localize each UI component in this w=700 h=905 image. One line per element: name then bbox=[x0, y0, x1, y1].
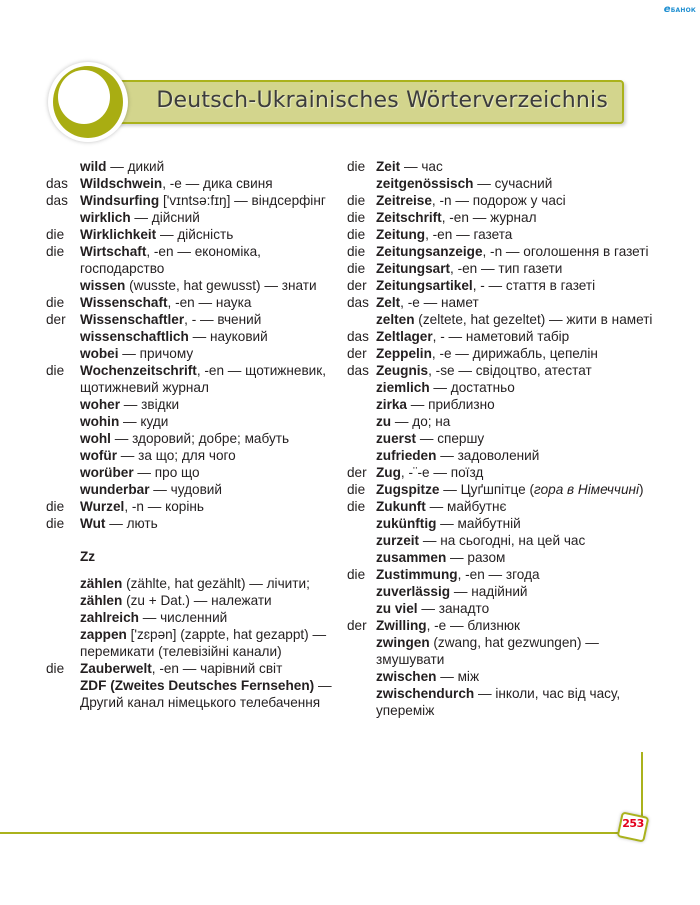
entry-headword: ziemlich bbox=[376, 380, 430, 395]
entry-body bbox=[347, 498, 657, 515]
dictionary-entry bbox=[46, 328, 336, 345]
entry-translation: — між bbox=[436, 669, 480, 684]
logo-text: БАНОК bbox=[670, 7, 696, 14]
entry-body bbox=[347, 430, 657, 447]
entry-body bbox=[347, 668, 657, 685]
dictionary-entry bbox=[347, 311, 657, 328]
entry-translation: — про що bbox=[133, 465, 200, 480]
dictionary-entry bbox=[347, 260, 657, 277]
entry-body bbox=[347, 413, 657, 430]
entry-translation: , -e — намет bbox=[400, 295, 479, 310]
entry-body bbox=[347, 277, 657, 294]
entry-translation: , -e — близнюк bbox=[426, 618, 520, 633]
entry-body bbox=[347, 260, 657, 277]
dictionary-entry bbox=[347, 413, 657, 430]
dictionary-entry bbox=[46, 677, 336, 711]
dictionary-entry bbox=[347, 498, 657, 515]
entry-headword: zwischendurch bbox=[376, 686, 475, 701]
dictionary-entry bbox=[46, 277, 336, 294]
dictionary-entry bbox=[347, 379, 657, 396]
entry-headword: Zukunft bbox=[376, 499, 426, 514]
entry-headword: zu viel bbox=[376, 601, 418, 616]
entry-translation: — занадто bbox=[417, 601, 490, 616]
entry-body bbox=[347, 243, 657, 260]
dictionary-entry bbox=[46, 311, 336, 328]
entry-body bbox=[46, 515, 336, 532]
entry-body bbox=[46, 413, 336, 430]
dictionary-entry bbox=[347, 447, 657, 464]
dictionary-entry bbox=[46, 396, 336, 413]
dictionary-entry bbox=[46, 192, 336, 209]
entry-headword: Wochenzeitschrift bbox=[80, 363, 197, 378]
entry-body bbox=[46, 592, 336, 609]
entry-translation: , -en — щотижневик, щотижневий журнал bbox=[80, 363, 326, 395]
entry-headword: Zeitungsanzeige bbox=[376, 244, 483, 259]
entry-body bbox=[46, 575, 336, 592]
entry-body bbox=[347, 447, 657, 464]
entry-body bbox=[347, 600, 657, 617]
entry-body bbox=[46, 277, 336, 294]
entries-z-list bbox=[46, 575, 336, 711]
entry-body bbox=[46, 243, 336, 277]
entry-translation: , - — наметовий табір bbox=[432, 329, 570, 344]
entry-article: der bbox=[347, 618, 367, 633]
entry-headword: Windsurfing bbox=[80, 193, 160, 208]
entry-body bbox=[347, 311, 657, 328]
entry-body bbox=[46, 362, 336, 396]
entry-translation: , -en — газета bbox=[425, 227, 513, 242]
entry-translation: — чудовий bbox=[149, 482, 222, 497]
entry-translation: — дійсність bbox=[156, 227, 234, 242]
dictionary-entry bbox=[347, 532, 657, 549]
entry-body bbox=[347, 583, 657, 600]
entry-body bbox=[347, 617, 657, 634]
entry-translation: , -n — корінь bbox=[124, 499, 204, 514]
entry-headword: Wirklichkeit bbox=[80, 227, 157, 242]
dictionary-entry bbox=[347, 294, 657, 311]
entry-body bbox=[46, 430, 336, 447]
entry-translation: , -n — оголошення в газеті bbox=[482, 244, 649, 259]
entry-translation: , -en — чарівний світ bbox=[151, 661, 283, 676]
entry-headword: Wildschwein bbox=[80, 176, 163, 191]
entry-headword: wild bbox=[80, 159, 107, 174]
dictionary-entry bbox=[46, 209, 336, 226]
entry-headword: Zeugnis bbox=[376, 363, 429, 378]
entry-body bbox=[46, 328, 336, 345]
entry-headword: Zeit bbox=[376, 159, 401, 174]
dictionary-entry bbox=[347, 634, 657, 668]
entry-body bbox=[46, 660, 336, 677]
entry-body bbox=[347, 345, 657, 362]
entry-body bbox=[46, 609, 336, 626]
entry-translation: — достатньо bbox=[429, 380, 515, 395]
entry-translation: — за що; для чого bbox=[117, 448, 236, 463]
entry-headword: wohl bbox=[80, 431, 111, 446]
entry-translation-tail: ) bbox=[639, 482, 644, 497]
entry-headword: zuerst bbox=[376, 431, 417, 446]
entry-translation: , -en — економіка, господарство bbox=[80, 244, 261, 276]
entry-body bbox=[347, 175, 657, 192]
entry-headword: Zeitreise bbox=[376, 193, 432, 208]
entry-body bbox=[347, 532, 657, 549]
entry-article: das bbox=[347, 363, 369, 378]
entry-translation: — звідки bbox=[120, 397, 180, 412]
dictionary-entry bbox=[347, 481, 657, 498]
entry-translation: — лють bbox=[105, 516, 158, 531]
entry-article: die bbox=[46, 295, 65, 310]
entry-translation: — Другий канал німецького телебачення bbox=[80, 678, 332, 710]
dictionary-entry bbox=[347, 175, 657, 192]
dictionary-entry bbox=[347, 277, 657, 294]
entry-article: der bbox=[347, 346, 367, 361]
entry-translation: — спершу bbox=[416, 431, 485, 446]
entry-headword: zwischen bbox=[376, 669, 437, 684]
right-column bbox=[347, 158, 657, 719]
dictionary-entry bbox=[347, 549, 657, 566]
publisher-logo bbox=[664, 4, 696, 15]
dictionary-entry bbox=[347, 515, 657, 532]
entry-body bbox=[46, 677, 336, 711]
entry-body bbox=[347, 515, 657, 532]
dictionary-entry bbox=[46, 609, 336, 626]
dictionary-entry bbox=[46, 447, 336, 464]
dictionary-entry bbox=[46, 413, 336, 430]
entry-body bbox=[46, 345, 336, 362]
entry-article: das bbox=[347, 295, 369, 310]
entry-translation: — Цуґшпітце ( bbox=[439, 482, 535, 497]
entry-article: das bbox=[46, 193, 68, 208]
entry-headword: Zeppelin bbox=[376, 346, 432, 361]
entry-translation: — час bbox=[400, 159, 443, 174]
entry-headword: Wirtschaft bbox=[80, 244, 147, 259]
entry-headword: Zeitschrift bbox=[376, 210, 442, 225]
entry-headword: zählen bbox=[80, 593, 123, 608]
entry-article: die bbox=[347, 244, 366, 259]
dictionary-entry bbox=[46, 660, 336, 677]
entry-translation: — здоровий; добре; мабуть bbox=[110, 431, 290, 446]
dictionary-entry bbox=[46, 294, 336, 311]
entry-article: der bbox=[347, 278, 367, 293]
crescent-circle-icon bbox=[48, 62, 128, 142]
logo-mark: e bbox=[663, 4, 671, 15]
dictionary-entry bbox=[347, 345, 657, 362]
entry-headword: woher bbox=[80, 397, 121, 412]
entry-headword: worüber bbox=[80, 465, 134, 480]
entry-translation: , -¨-e — поїзд bbox=[400, 465, 484, 480]
entry-headword: wissenschaftlich bbox=[80, 329, 189, 344]
entry-headword: Zeltlager bbox=[376, 329, 433, 344]
entry-translation: , -en — тип газети bbox=[450, 261, 563, 276]
entry-body bbox=[347, 226, 657, 243]
entry-headword: zeitgenössisch bbox=[376, 176, 474, 191]
entry-article: der bbox=[46, 312, 66, 327]
entries-z-continued-list bbox=[347, 158, 657, 719]
entry-translation: , -e — дика свиня bbox=[162, 176, 273, 191]
dictionary-entry bbox=[347, 192, 657, 209]
entry-article: die bbox=[46, 516, 65, 531]
dictionary-entry bbox=[347, 583, 657, 600]
entry-headword: Zeitungsartikel bbox=[376, 278, 473, 293]
entry-translation: — задоволений bbox=[436, 448, 540, 463]
entry-italic-note: гора в Німеччині bbox=[534, 482, 640, 497]
section-header-band bbox=[86, 80, 624, 124]
entry-body bbox=[46, 192, 336, 209]
entry-translation: , -e — дирижабль, цепелін bbox=[431, 346, 598, 361]
entry-body bbox=[46, 175, 336, 192]
entry-headword: wobei bbox=[80, 346, 119, 361]
entry-headword: Zauberwelt bbox=[80, 661, 152, 676]
dictionary-entry bbox=[347, 566, 657, 583]
dictionary-entry bbox=[347, 464, 657, 481]
entry-translation: — численний bbox=[138, 610, 228, 625]
entry-article: die bbox=[347, 499, 366, 514]
entry-article: die bbox=[347, 482, 366, 497]
entry-headword: Zeitungsart bbox=[376, 261, 451, 276]
entry-translation: , -se — свідоцтво, атестат bbox=[428, 363, 592, 378]
entry-article: die bbox=[347, 193, 366, 208]
entry-translation: , - — вчений bbox=[184, 312, 262, 327]
bottom-margin-rule bbox=[0, 832, 620, 834]
entry-headword: Wut bbox=[80, 516, 106, 531]
entry-body bbox=[46, 447, 336, 464]
dictionary-entry bbox=[347, 158, 657, 175]
entry-translation: — дійсний bbox=[130, 210, 200, 225]
entry-headword: zelten bbox=[376, 312, 415, 327]
entry-body bbox=[46, 481, 336, 498]
entry-headword: Zustimmung bbox=[376, 567, 458, 582]
entry-headword: zirka bbox=[376, 397, 407, 412]
entry-body bbox=[46, 158, 336, 175]
dictionary-entry bbox=[46, 430, 336, 447]
entry-body bbox=[347, 379, 657, 396]
entry-translation: — приблизно bbox=[406, 397, 495, 412]
dictionary-entry bbox=[46, 175, 336, 192]
entry-headword: Zelt bbox=[376, 295, 401, 310]
entry-article: die bbox=[46, 661, 65, 676]
entry-body bbox=[347, 566, 657, 583]
dictionary-entry bbox=[347, 362, 657, 379]
entry-translation: — разом bbox=[446, 550, 506, 565]
entry-translation: ['zɛpən] (zappte, hat gezappt) — перемикати (телевізійні канали) bbox=[80, 627, 327, 659]
dictionary-entry bbox=[347, 328, 657, 345]
entry-body bbox=[46, 209, 336, 226]
dictionary-entry bbox=[347, 209, 657, 226]
dictionary-entry bbox=[347, 243, 657, 260]
entry-translation: , -en — згода bbox=[457, 567, 540, 582]
entry-article: die bbox=[46, 244, 65, 259]
right-margin-rule bbox=[641, 752, 643, 818]
entry-article: die bbox=[347, 261, 366, 276]
left-column bbox=[46, 158, 336, 711]
entry-translation: — причому bbox=[118, 346, 194, 361]
entry-article: die bbox=[347, 567, 366, 582]
entry-translation: (zeltete, hat gezeltet) — жити в наметі bbox=[414, 312, 653, 327]
entry-headword: Wissenschaft bbox=[80, 295, 168, 310]
entry-body bbox=[46, 464, 336, 481]
entry-body bbox=[46, 626, 336, 660]
section-letter-heading: Zz bbox=[80, 549, 96, 564]
entry-translation: (zwang, hat gezwungen) — змушувати bbox=[376, 635, 599, 667]
dictionary-entry bbox=[347, 617, 657, 634]
dictionary-entry bbox=[46, 243, 336, 277]
entry-translation: , -n — подорож у часі bbox=[431, 193, 566, 208]
entry-translation: — до; на bbox=[391, 414, 451, 429]
entry-translation: , - — стаття в газеті bbox=[472, 278, 596, 293]
dictionary-entry bbox=[347, 396, 657, 413]
entry-headword: Zeitung bbox=[376, 227, 426, 242]
entries-w-list bbox=[46, 158, 336, 532]
crescent-inner-disc bbox=[58, 70, 110, 124]
entry-body bbox=[347, 549, 657, 566]
entry-translation: — куди bbox=[119, 414, 169, 429]
dictionary-entry bbox=[46, 515, 336, 532]
dictionary-entry bbox=[347, 226, 657, 243]
entry-translation: (zu + Dat.) — належати bbox=[122, 593, 272, 608]
entry-headword: Wissenschaftler bbox=[80, 312, 185, 327]
entry-translation: — на сьогодні, на цей час bbox=[419, 533, 586, 548]
entry-headword: Zwilling bbox=[376, 618, 427, 633]
entry-headword: zwingen bbox=[376, 635, 430, 650]
entry-translation: — майбутнє bbox=[425, 499, 507, 514]
entry-article: die bbox=[347, 227, 366, 242]
dictionary-entry bbox=[46, 575, 336, 592]
entry-body bbox=[347, 396, 657, 413]
entry-translation: (zählte, hat gezählt) — лічити; bbox=[122, 576, 310, 591]
entry-headword: wohin bbox=[80, 414, 120, 429]
entry-body bbox=[347, 362, 657, 379]
entry-headword: zählen bbox=[80, 576, 123, 591]
entry-headword: zahlreich bbox=[80, 610, 139, 625]
crescent-green-disc bbox=[53, 66, 123, 138]
entry-body bbox=[46, 498, 336, 515]
entry-article: die bbox=[46, 363, 65, 378]
entry-translation: (wusste, hat gewusst) — знати bbox=[125, 278, 317, 293]
dictionary-entry bbox=[46, 498, 336, 515]
dictionary-entry bbox=[46, 592, 336, 609]
entry-headword: Wurzel bbox=[80, 499, 125, 514]
dictionary-entry bbox=[46, 464, 336, 481]
entry-body bbox=[347, 685, 657, 719]
dictionary-entry bbox=[46, 626, 336, 660]
entry-headword: zurzeit bbox=[376, 533, 420, 548]
dictionary-entry bbox=[46, 481, 336, 498]
entry-body bbox=[46, 311, 336, 328]
entry-body bbox=[46, 294, 336, 311]
entry-article: die bbox=[46, 227, 65, 242]
entry-translation: , -en — журнал bbox=[441, 210, 537, 225]
page-number: 253 bbox=[622, 817, 644, 830]
entry-translation: — науковий bbox=[188, 329, 268, 344]
entry-article: das bbox=[347, 329, 369, 344]
entry-body bbox=[347, 481, 657, 498]
entry-headword: zufrieden bbox=[376, 448, 437, 463]
entry-headword: wissen bbox=[80, 278, 126, 293]
dictionary-entry bbox=[347, 600, 657, 617]
entry-article: das bbox=[46, 176, 68, 191]
entry-headword: zuverlässig bbox=[376, 584, 451, 599]
dictionary-entry bbox=[347, 685, 657, 719]
entry-translation: — інколи, час від часу, упереміж bbox=[376, 686, 621, 718]
entry-headword: zusammen bbox=[376, 550, 447, 565]
entry-headword: wofür bbox=[80, 448, 117, 463]
entry-translation: — сучасний bbox=[473, 176, 553, 191]
dictionary-entry bbox=[46, 362, 336, 396]
entry-translation: — дикий bbox=[106, 159, 165, 174]
entry-headword: zukünftig bbox=[376, 516, 437, 531]
entry-body bbox=[347, 634, 657, 668]
entry-body bbox=[347, 209, 657, 226]
entry-article: die bbox=[347, 159, 366, 174]
entry-body bbox=[46, 396, 336, 413]
entry-headword: wirklich bbox=[80, 210, 131, 225]
dictionary-entry bbox=[46, 158, 336, 175]
entry-article: der bbox=[347, 465, 367, 480]
dictionary-entry bbox=[347, 430, 657, 447]
entry-headword: Zug bbox=[376, 465, 401, 480]
entry-headword: Zugspitze bbox=[376, 482, 440, 497]
entry-translation: , -en — наука bbox=[167, 295, 252, 310]
page-title: Deutsch-Ukrainisches Wörterverzeichnis bbox=[156, 88, 608, 113]
entry-headword: ZDF (Zweites Deutsches Fernsehen) bbox=[80, 678, 315, 693]
entry-body bbox=[46, 226, 336, 243]
entry-article: die bbox=[347, 210, 366, 225]
dictionary-entry bbox=[46, 226, 336, 243]
entry-headword: zappen bbox=[80, 627, 127, 642]
dictionary-entry bbox=[347, 668, 657, 685]
entry-headword: zu bbox=[376, 414, 392, 429]
entry-headword: wunderbar bbox=[80, 482, 150, 497]
entry-translation: — надійний bbox=[450, 584, 528, 599]
entry-body bbox=[347, 294, 657, 311]
entry-article: die bbox=[46, 499, 65, 514]
entry-body bbox=[347, 158, 657, 175]
entry-body bbox=[347, 328, 657, 345]
entry-body bbox=[347, 464, 657, 481]
entry-translation: — майбутній bbox=[436, 516, 521, 531]
entry-translation: ['vɪntsə:fɪŋ] — віндсерфінг bbox=[159, 193, 326, 208]
dictionary-entry bbox=[46, 345, 336, 362]
entry-body bbox=[347, 192, 657, 209]
